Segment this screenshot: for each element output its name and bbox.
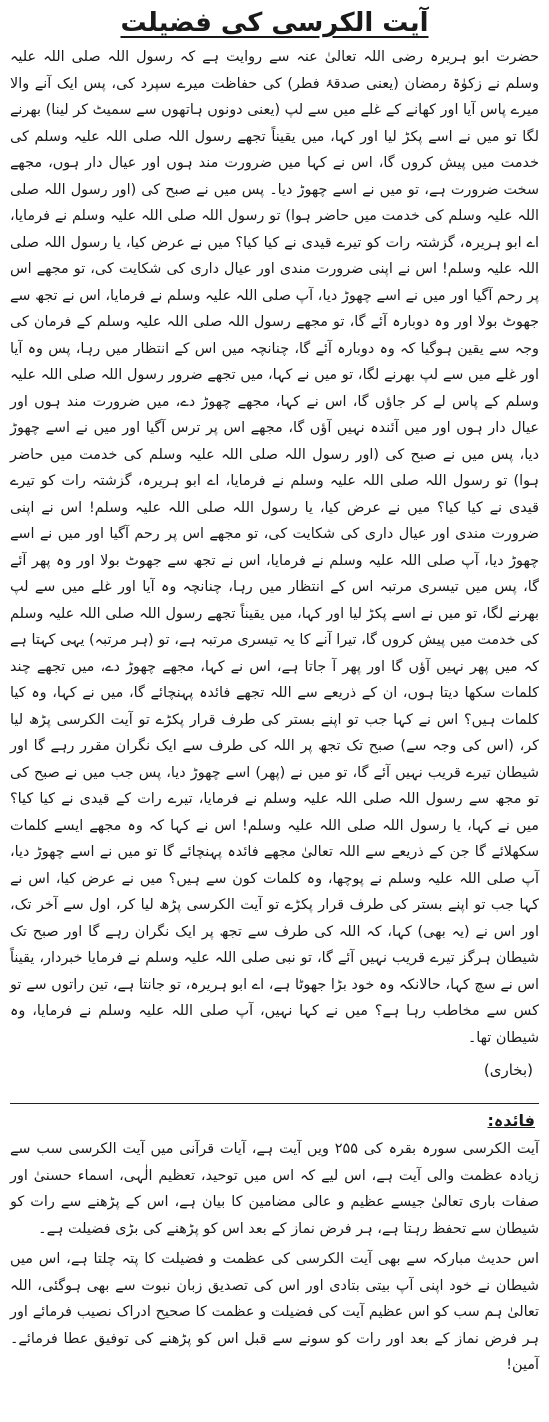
- source-reference: (بخاری): [483, 1061, 533, 1079]
- benefit-paragraph-1: آیت الکرسی سورہ بقرہ کی ۲۵۵ ویں آیت ہے، آیات قرآنی میں آیت الکرسی سب سے زیادہ عظمت والی آیت ہے، اس لیے کہ اس میں توحید، تعظیم الٰہی، اسماء حسنیٰ اور صفات باری تعالیٰ جیسے عظیم و عالی مضامین کا بیان ہے، اس کے پڑھنے سے رات کو شیطان سے تحفظ رہتا ہے، ہر فرض نماز کے بعد اس کو پڑھنے کی بڑی فضیلت ہے۔: [10, 1141, 539, 1237]
- hadith-text: حضرت ابو ہریرہ رضی اللہ تعالیٰ عنہ سے روایت ہے کہ رسول اللہ صلی اللہ علیہ وسلم نے زکوٰۃ رمضان (یعنی صدقۂ فطر) کی حفاظت میرے سپرد کی، پس ایک آنے والا میرے پاس آیا اور کھانے کے غلے میں سے لپ (یعنی دونوں ہاتھوں سے سمیٹ کر لینا) بھرنے لگا تو میں نے اسے پکڑ لیا اور کہا، میں یقیناً تجھے رسول اللہ صلی اللہ علیہ وسلم کی خدمت میں پیش کروں گا، اس نے کہا میں ضرورت مند ہوں اور عیال دار ہوں، مجھے سخت ضرورت ہے، تو میں نے اسے چھوڑ دیا۔ پس میں نے صبح کی (اور رسول اللہ صلی اللہ علیہ وسلم کی خدمت میں حاضر ہوا) تو رسول اللہ صلی اللہ علیہ وسلم نے فرمایا، اے ابو ہریرہ، گزشتہ رات کو تیرے قیدی نے کیا کیا؟ میں نے عرض کیا، یا رسول اللہ صلی اللہ علیہ وسلم! اس نے اپنی ضرورت مندی اور عیال داری کی شکایت کی، تو مجھے اس پر رحم آگیا اور میں نے اسے چھوڑ دیا، آپ صلی اللہ علیہ وسلم نے فرمایا، اس نے تجھ سے جھوٹ بولا اور وہ دوبارہ آئے گا، تو مجھے رسول اللہ صلی اللہ علیہ وسلم کے فرمان کی وجہ سے یقین ہوگیا کہ وہ دوبارہ آئے گا، چنانچہ میں اس کے انتظار میں رہا، پس وہ آیا اور غلے میں سے لپ بھرنے لگا، تو میں نے کہا، میں تجھے ضرور رسول اللہ صلی اللہ علیہ وسلم کے پاس لے کر جاؤں گا، اس نے کہا، مجھے چھوڑ دے، میں ضرورت مند ہوں اور عیال دار ہوں اور میں آئندہ نہیں آؤں گا، مجھے اس پر ترس آگیا اور میں نے اسے چھوڑ دیا، پس میں نے صبح کی (اور رسول اللہ صلی اللہ علیہ وسلم کی خدمت میں حاضر ہوا) تو رسول اللہ صلی اللہ علیہ وسلم نے فرمایا، اے ابو ہریرہ، گزشتہ رات کو تیرے قیدی نے کیا کیا؟ میں نے عرض کیا، یا رسول اللہ صلی اللہ علیہ وسلم! اس نے اپنی ضرورت مندی اور عیال داری کی شکایت کی، تو مجھے اس پر رحم آگیا اور میں نے اسے چھوڑ دیا، آپ صلی اللہ علیہ وسلم نے فرمایا، اس نے تجھ سے جھوٹ بولا اور وہ پھر آئے گا، پس میں تیسری مرتبہ اس کے انتظار میں رہا، چنانچہ وہ آیا اور غلے میں سے لپ بھرنے لگا، تو میں نے اسے پکڑ لیا اور کہا، میں یقیناً تجھے رسول اللہ صلی اللہ علیہ وسلم کی خدمت میں پیش کروں گا، تیرا آنے کا یہ تیسری مرتبہ ہے، تو (ہر مرتبہ) یہی کہتا ہے کہ میں پھر نہیں آؤں گا اور پھر آ جاتا ہے، اس نے کہا، مجھے چھوڑ دے، میں تجھے چند کلمات سکھا دیتا ہوں، ان کے ذریعے سے اللہ تجھے فائدہ پہنچائے گا، میں نے کہا، وہ کیا کلمات ہیں؟ اس نے کہا جب تو اپنے بستر کی طرف قرار پکڑے تو آیت الکرسی پڑھ لیا کر، (اس کی وجہ سے) صبح تک تجھ پر اللہ کی طرف سے ایک نگران مقرر رہے گا اور شیطان تیرے قریب نہیں آئے گا، تو میں نے (پھر) اسے چھوڑ دیا، پس جب میں نے صبح کی تو مجھ سے رسول اللہ صلی اللہ علیہ وسلم نے فرمایا، تیرے رات کے قیدی نے کیا کیا؟ میں نے کہا، یا رسول اللہ صلی اللہ علیہ وسلم! اس نے کہا کہ وہ مجھے ایسے کلمات سکھلائے گا جن کے ذریعے سے اللہ تعالیٰ مجھے فائدہ پہنچائے گا تو میں نے اسے چھوڑ دیا، آپ صلی اللہ علیہ وسلم نے پوچھا، وہ کلمات کون سے ہیں؟ میں نے عرض کیا، اس نے کہا جب تو اپنے بستر کی طرف قرار پکڑے تو آیت الکرسی پڑھ لیا کر، اول سے آخر تک، اور اس نے (یہ بھی) کہا، کہ اللہ کی طرف سے تجھ پر ایک نگران رہے گا اور صبح تک شیطان ہرگز تیرے قریب نہیں آئے گا، تو نبی صلی اللہ علیہ وسلم نے فرمایا خبردار، یقیناً اس نے سچ کہا، حالانکہ وہ خود بڑا جھوٹا ہے، اے ابو ہریرہ، تو جانتا ہے، تین راتوں سے تو کس سے مخاطب رہا ہے؟ میں نے کہا نہیں، آپ صلی اللہ علیہ وسلم نے فرمایا، وہ شیطان تھا۔: [10, 49, 539, 1046]
- section-divider: [10, 1103, 539, 1104]
- benefit-heading: فائدہ:: [487, 1111, 535, 1130]
- article-title: آیت الکرسی کی فضیلت: [120, 8, 429, 38]
- benefit-paragraph-2: اس حدیث مبارکہ سے بھی آیت الکرسی کی عظمت و فضیلت کا پتہ چلتا ہے، اس میں شیطان نے خود اپنی آپ بیتی بتادی اور اس کی تصدیق زبان نبوت سے بھی ہوگئی، اللہ تعالیٰ ہم سب کو اس عظیم آیت کی فضیلت و عظمت کا صحیح ادراک نصیب فرمائے اور ہر فرض نماز کے بعد اور رات کو سونے سے قبل اس کو پڑھنے کی توفیق عطا فرمائے۔ آمین!: [10, 1251, 539, 1373]
